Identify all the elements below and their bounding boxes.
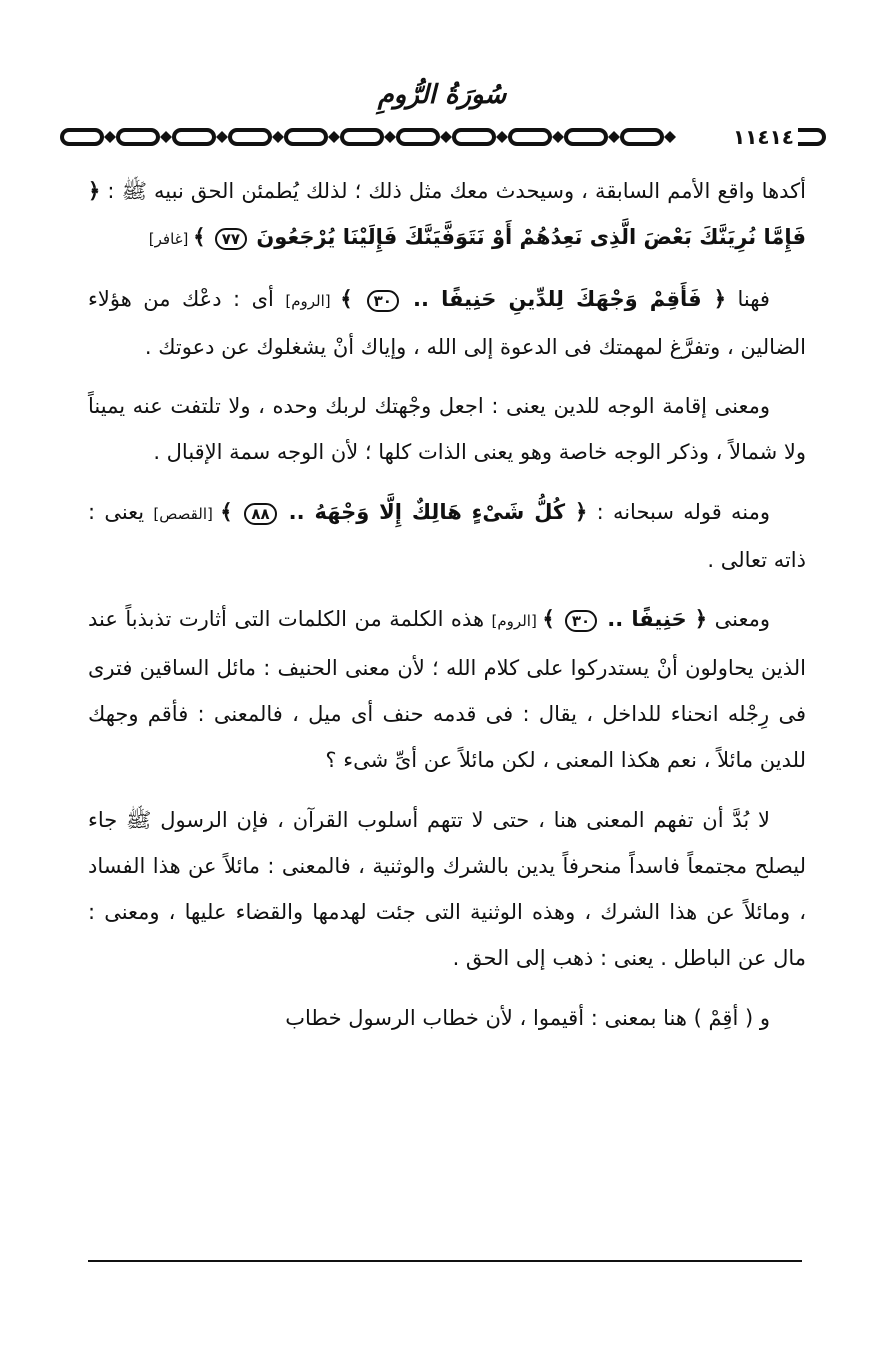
chain-diamond — [328, 131, 340, 143]
chain-link — [62, 130, 102, 144]
paragraph-3: ومعنى إقامة الوجه للدين يعنى : اجعل وجْهتك لربك وحده ، ولا تلتفت عنه يميناً ولا شمالاً ، وذكر الوجه خاصة وهو يعنى الذات كلها ؛ لأن الوجه سمة الإقبال . — [88, 394, 806, 465]
verse-close-bracket: ﴾ — [340, 286, 365, 311]
quran-verse: ﴿ فَإِمَّا نُرِيَنَّكَ بَعْضَ الَّذِى نَعِدُهُمْ أَوْ نَتَوَفَّيَنَّكَ فَإِلَيْنَا يُرْجَعُونَ — [88, 179, 806, 250]
chain-link — [622, 130, 662, 144]
paragraph-text: ومنه قوله سبحانه : — [587, 499, 770, 524]
chain-diamond — [216, 131, 228, 143]
page-number: ١١٤١٤ — [729, 126, 798, 148]
quran-verse: ﴿ فَأَقِمْ وَجْهَكَ لِلدِّينِ حَنِيفًا .. — [400, 286, 727, 311]
surah-reference: [الروم] — [491, 612, 543, 631]
ayah-number: ٣٠ — [367, 290, 399, 312]
paragraph-1 — [88, 168, 806, 263]
chain-diamond — [608, 131, 620, 143]
quran-verse: ﴿ حَنِيفًا .. — [599, 607, 708, 632]
verse-close-bracket: ﴾ — [542, 607, 563, 632]
verse-close-bracket: ﴾ — [220, 499, 243, 524]
surah-reference: [القصص] — [153, 504, 221, 523]
paragraph-2 — [88, 276, 806, 371]
chain-diamond — [104, 131, 116, 143]
chain-diamond — [440, 131, 452, 143]
chain-diamond — [272, 131, 284, 143]
paragraph-5 — [88, 596, 806, 783]
chain-link — [230, 130, 270, 144]
chain-diamond — [552, 131, 564, 143]
quran-verse: ﴿ كُلُّ شَىْءٍ هَالِكٌ إِلَّا وَجْهَهُ .. — [278, 499, 588, 524]
chain-link — [566, 130, 606, 144]
chain-link — [174, 130, 214, 144]
chain-link — [454, 130, 494, 144]
page-body — [88, 168, 806, 1054]
chain-link — [118, 130, 158, 144]
chain-link — [510, 130, 550, 144]
paragraph-text: أكدها واقع الأمم السابقة ، وسيحدث معك مثل ذلك ؛ لذلك يُطمئن الحق نبيه ﷺ : — [100, 179, 806, 203]
paragraph-text: هذه الكلمة من الكلمات التى أثارت تذبذباً عند الذين يحاولون أنْ يستدركوا على كلام الله ؛ لأن معنى الحنيف : مائل الساقين فترى فى رِجْله انحناء للداخل ، يقال : فى قدمه حنف أى ميل ، فالمعنى : فأقم وجهك للدين مائلاً ، نعم هكذا المعنى ، لكن مائلاً عن أىِّ شىء ؟ — [88, 607, 806, 773]
surah-title: سُورَةُ الرُّومِ — [377, 80, 507, 110]
chain-diamond — [160, 131, 172, 143]
ayah-number: ٣٠ — [565, 610, 597, 632]
chain-diamond — [496, 131, 508, 143]
header-ornament-rule — [60, 122, 828, 152]
verse-close-bracket: ﴾ — [193, 225, 213, 250]
paragraph-6: لا بُدَّ أن تفهم المعنى هنا ، حتى لا تتهم أسلوب القرآن ، فإن الرسول ﷺ جاء ليصلح مجتمعاً فاسداً منحرفاً يدين بالشرك والوثنية ، فالمعنى : مائلاً عن هذا الفساد ، ومائلاً عن هذا الشرك ، وهذه الوثنية التى جئت لهدمها والقضاء عليها ، ومعنى : مال عن الباطل . يعنى : ذهب إلى الحق . — [88, 807, 806, 971]
paragraph-text: أى : دعْك من هؤلاء الضالين ، وتفرَّغ لمهمتك فى الدعوة إلى الله ، وإياك أنْ يشغلوك عن دعوتك . — [88, 286, 806, 359]
paragraph-text: ومعنى — [707, 607, 770, 632]
paragraph-text: يعنى : ذاته تعالى . — [88, 499, 806, 573]
ayah-number: ٨٨ — [244, 503, 276, 525]
chain-link — [398, 130, 438, 144]
chain-diamond — [384, 131, 396, 143]
footer-rule — [88, 1260, 802, 1262]
chain-link — [286, 130, 326, 144]
chain-ornament-icon — [60, 122, 828, 152]
paragraph-text: فهنا — [726, 286, 770, 311]
surah-reference: [غافر] — [148, 230, 194, 249]
ayah-number: ٧٧ — [215, 228, 247, 250]
paragraph-4 — [88, 489, 806, 584]
chain-diamond — [664, 131, 676, 143]
chain-link — [342, 130, 382, 144]
surah-reference: [الروم] — [285, 291, 341, 310]
paragraph-7: و ( أقِمْ ) هنا بمعنى : أقيموا ، لأن خطاب الرسول خطاب — [285, 1005, 770, 1030]
